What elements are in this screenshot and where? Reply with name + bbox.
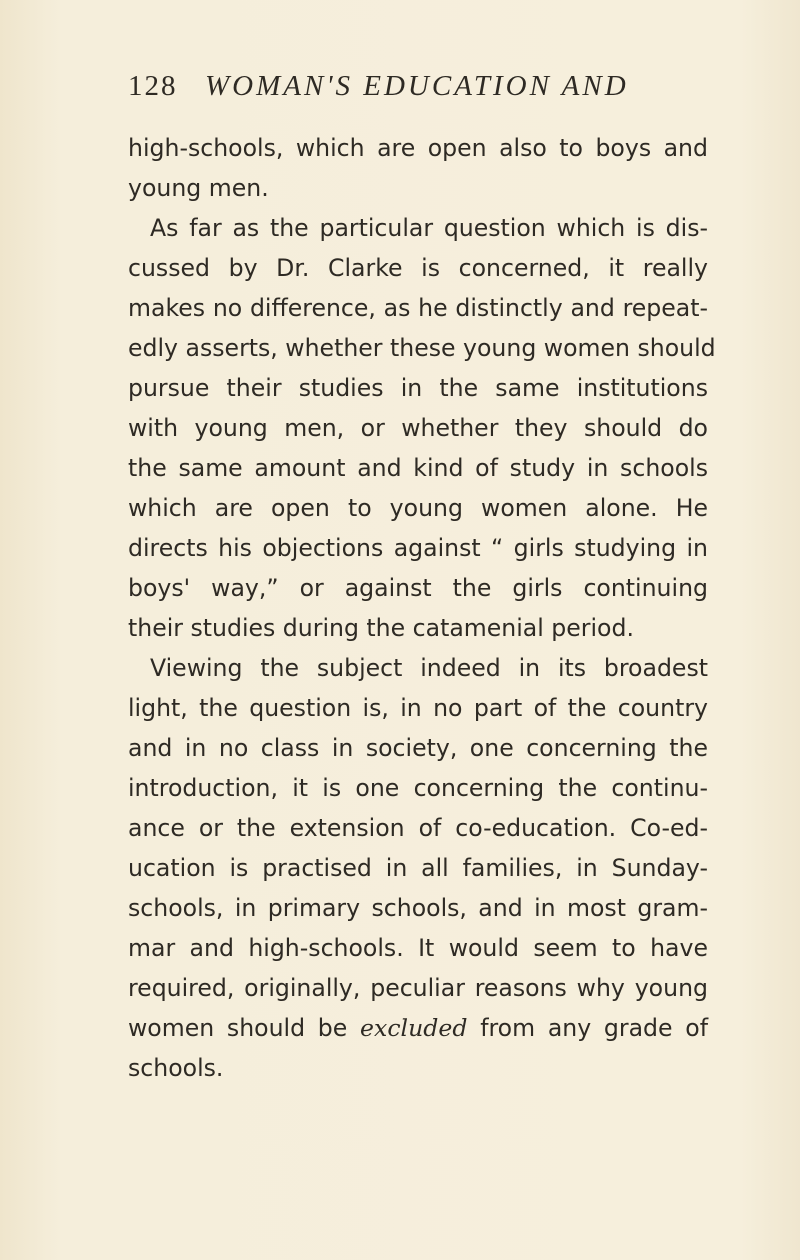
page-header	[128, 68, 708, 104]
paragraph-start-line: Viewing the subject indeed in its broadest	[150, 654, 708, 682]
paragraph-start-line: As far as the particular question which is dis-	[150, 214, 708, 242]
text-line: with young men, or whether they should do	[128, 414, 708, 442]
text-line: edly asserts, whether these young women should	[128, 334, 716, 362]
line-head: women should be	[128, 1014, 348, 1042]
emphasized-word: excluded	[360, 1014, 468, 1042]
text-line: pursue their studies in the same institutions	[128, 374, 708, 402]
text-line: required, originally, peculiar reasons why young	[128, 974, 708, 1002]
line-tail: from any grade of	[480, 1014, 709, 1042]
text-line: mar and high-schools. It would seem to have	[128, 934, 708, 962]
text-line: makes no difference, as he distinctly and repeat-	[128, 294, 708, 322]
running-title: WOMAN'S EDUCATION AND	[205, 70, 629, 102]
page-number: 128	[128, 70, 178, 102]
text-line: schools, in primary schools, and in most gram-	[128, 894, 708, 922]
text-line: introduction, it is one concerning the continu-	[128, 774, 708, 802]
text-line: boys' way,” or against the girls continuing	[128, 574, 708, 602]
text-line-with-emphasis	[128, 1008, 708, 1048]
text-line: the same amount and kind of study in schools	[128, 454, 708, 482]
text-line: cussed by Dr. Clarke is concerned, it really	[128, 254, 708, 282]
text-line: schools.	[128, 1054, 224, 1082]
text-line: young men.	[128, 174, 269, 202]
text-line: their studies during the catamenial period.	[128, 614, 634, 642]
text-line: ucation is practised in all families, in Sunday-	[128, 854, 708, 882]
text-line: and in no class in society, one concerning the	[128, 734, 708, 762]
text-line: directs his objections against “ girls studying in	[128, 534, 708, 562]
text-line: light, the question is, in no part of the country	[128, 694, 708, 722]
text-line: ance or the extension of co-education. Co-ed-	[128, 814, 708, 842]
text-line: high-schools, which are open also to boys and	[128, 134, 708, 162]
body-text	[128, 128, 716, 1088]
text-line: which are open to young women alone. He	[128, 494, 708, 522]
